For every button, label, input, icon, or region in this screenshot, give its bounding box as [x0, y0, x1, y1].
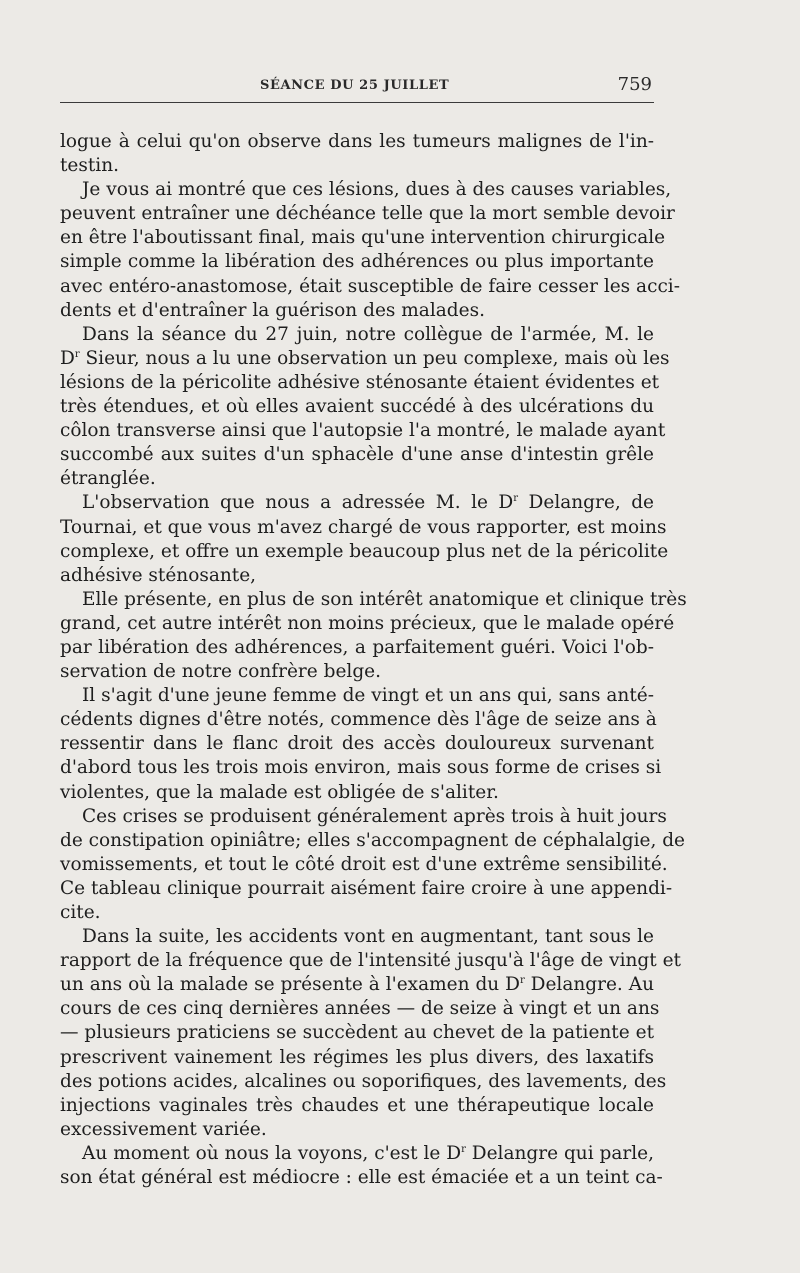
text-line — [60, 708, 657, 732]
text-line-segment: dents et d'entraîner la guérison des malades. — [60, 299, 485, 321]
text-line — [60, 1021, 654, 1045]
text-line — [60, 467, 654, 491]
text-line — [60, 1094, 654, 1118]
text-line — [60, 588, 687, 612]
text-line-segment: violentes, que la malade est obligée de s'aliter. — [60, 781, 499, 803]
text-line-segment: testin. — [60, 155, 120, 177]
text-line — [60, 901, 654, 925]
text-line-segment: lésions de la péricolite adhésive sténosante étaient évidentes et — [60, 371, 660, 393]
superscript: r — [519, 975, 525, 987]
text-line-segment: succombé aux suites d'un sphacèle d'une anse d'intestin grêle — [60, 444, 654, 466]
text-line-segment: étranglée. — [60, 468, 156, 490]
body-text — [60, 130, 687, 1190]
text-line — [60, 395, 654, 419]
text-line-segment: Ces crises se produisent généralement après trois à huit jours — [82, 805, 667, 827]
text-line — [60, 347, 670, 371]
text-line-segment: cédents dignes d'être notés, commence dès l'âge de seize ans à — [60, 709, 657, 731]
text-line — [60, 178, 672, 202]
text-line-segment: Je vous ai montré que ces lésions, dues à des causes variables, — [82, 179, 672, 201]
text-line — [60, 636, 654, 660]
text-line — [60, 1166, 663, 1190]
text-line-segment: rapport de la fréquence que de l'intensité jusqu'à l'âge de vingt et — [60, 950, 681, 972]
text-line — [60, 1046, 654, 1070]
text-line-segment: simple comme la libération des adhérences ou plus importante — [60, 251, 654, 273]
text-line-segment: — plusieurs praticiens se succèdent au chevet de la patiente et — [60, 1022, 654, 1044]
text-line-segment: par libération des adhérences, a parfaitement guéri. Voici l'ob- — [60, 636, 654, 658]
text-line-segment: injections vaginales très chaudes et une thérapeutique locale — [60, 1094, 654, 1116]
text-line-segment: Elle présente, en plus de son intérêt anatomique et clinique très — [82, 588, 687, 610]
text-line — [60, 973, 654, 997]
text-line-segment: L'observation que nous a adressée M. le D — [82, 492, 514, 514]
running-head: SÉANCE DU 25 JUILLET — [260, 78, 450, 93]
text-line — [60, 226, 666, 250]
text-line — [60, 371, 660, 395]
text-line-segment: Delangre. Au — [524, 974, 654, 996]
text-line-segment: d'abord tous les trois mois environ, mais sous forme de crises si — [60, 757, 662, 779]
text-line-segment: Au moment où nous la voyons, c'est le D — [82, 1142, 462, 1164]
text-line-segment: un ans où la malade se présente à l'examen du D — [60, 974, 520, 996]
text-line-segment: son état général est médiocre : elle est émaciée et a un teint ca- — [60, 1167, 663, 1189]
text-line-segment: prescrivent vainement les régimes les plus divers, des laxatifs — [60, 1046, 654, 1068]
text-line-segment: vomissements, et tout le côté droit est d'une extrême sensibilité. — [60, 853, 668, 875]
text-line-segment: ressentir dans le flanc droit des accès douloureux survenant — [60, 733, 654, 755]
text-line — [60, 1070, 667, 1094]
text-line-segment: cite. — [60, 902, 101, 923]
text-line-segment: logue à celui qu'on observe dans les tumeurs malignes de l'in- — [60, 131, 654, 152]
text-line-segment: de constipation opiniâtre; elles s'accompagnent de céphalalgie, de — [60, 829, 685, 851]
text-line — [60, 275, 680, 299]
text-line — [60, 1142, 654, 1166]
text-line — [60, 202, 675, 226]
text-line-segment: Dans la séance du 27 juin, notre collègue de l'armée, M. le — [82, 323, 654, 345]
text-line — [60, 564, 654, 588]
text-line-segment: complexe, et offre un exemple beaucoup plus net de la péricolite — [60, 540, 669, 562]
page-header — [60, 74, 654, 103]
text-line — [60, 1118, 654, 1142]
text-line-segment: en être l'aboutissant final, mais qu'une intervention chirurgicale — [60, 227, 666, 249]
text-line — [60, 997, 660, 1021]
text-line — [60, 299, 654, 323]
text-line — [60, 805, 667, 829]
text-line — [60, 419, 666, 443]
text-line-segment: cours de ces cinq dernières années — de seize à vingt et un ans — [60, 998, 660, 1020]
text-line-segment: Dans la suite, les accidents vont en augmentant, tant sous le — [82, 926, 654, 948]
text-line-segment: Delangre qui parle, — [465, 1142, 654, 1164]
text-line — [60, 612, 675, 636]
text-line-segment: Tournai, et que vous m'avez chargé de vous rapporter, est moins — [60, 516, 667, 538]
text-line — [60, 684, 654, 708]
text-line — [60, 540, 669, 564]
text-line — [60, 925, 654, 949]
text-line — [60, 443, 654, 467]
text-line — [60, 516, 667, 540]
text-line-segment: grand, cet autre intérêt non moins précieux, que le malade opéré — [60, 612, 675, 634]
text-line-segment: excessivement variée. — [60, 1118, 267, 1140]
text-line — [60, 491, 654, 515]
text-line — [60, 756, 662, 780]
text-line — [60, 877, 673, 901]
text-line — [60, 853, 668, 877]
text-line — [60, 949, 681, 973]
text-line — [60, 154, 654, 178]
text-line-segment: côlon transverse ainsi que l'autopsie l'a montré, le malade ayant — [60, 420, 666, 442]
text-line-segment: servation de notre confrère belge. — [60, 661, 381, 683]
text-line-segment: Delangre, de — [518, 492, 654, 514]
superscript: r — [74, 348, 80, 360]
superscript: r — [461, 1143, 466, 1155]
text-line — [60, 732, 654, 756]
text-line — [60, 323, 654, 347]
text-line — [60, 130, 654, 154]
text-line — [60, 829, 685, 853]
text-line — [60, 781, 654, 805]
text-line — [60, 250, 654, 274]
text-line-segment: Il s'agit d'une jeune femme de vingt et un ans qui, sans anté- — [82, 685, 654, 707]
text-line-segment: adhésive sténosante, — [60, 564, 257, 586]
text-line-segment: avec entéro-anastomose, était susceptible de faire cesser les acci- — [60, 275, 680, 297]
superscript: r — [513, 493, 519, 505]
page-number: 759 — [617, 74, 652, 95]
text-line — [60, 660, 654, 684]
text-line-segment: Ce tableau clinique pourrait aisément faire croire à une appendi- — [60, 877, 673, 899]
text-line-segment: très étendues, et où elles avaient succédé à des ulcérations du — [60, 396, 654, 418]
text-line-segment: des potions acides, alcalines ou soporifiques, des lavements, des — [60, 1070, 667, 1092]
text-line-segment: peuvent entraîner une déchéance telle que la mort semble devoir — [60, 203, 675, 225]
text-line-segment: D — [60, 347, 75, 369]
text-line-segment: Sieur, nous a lu une observation un peu complexe, mais où les — [79, 347, 670, 369]
